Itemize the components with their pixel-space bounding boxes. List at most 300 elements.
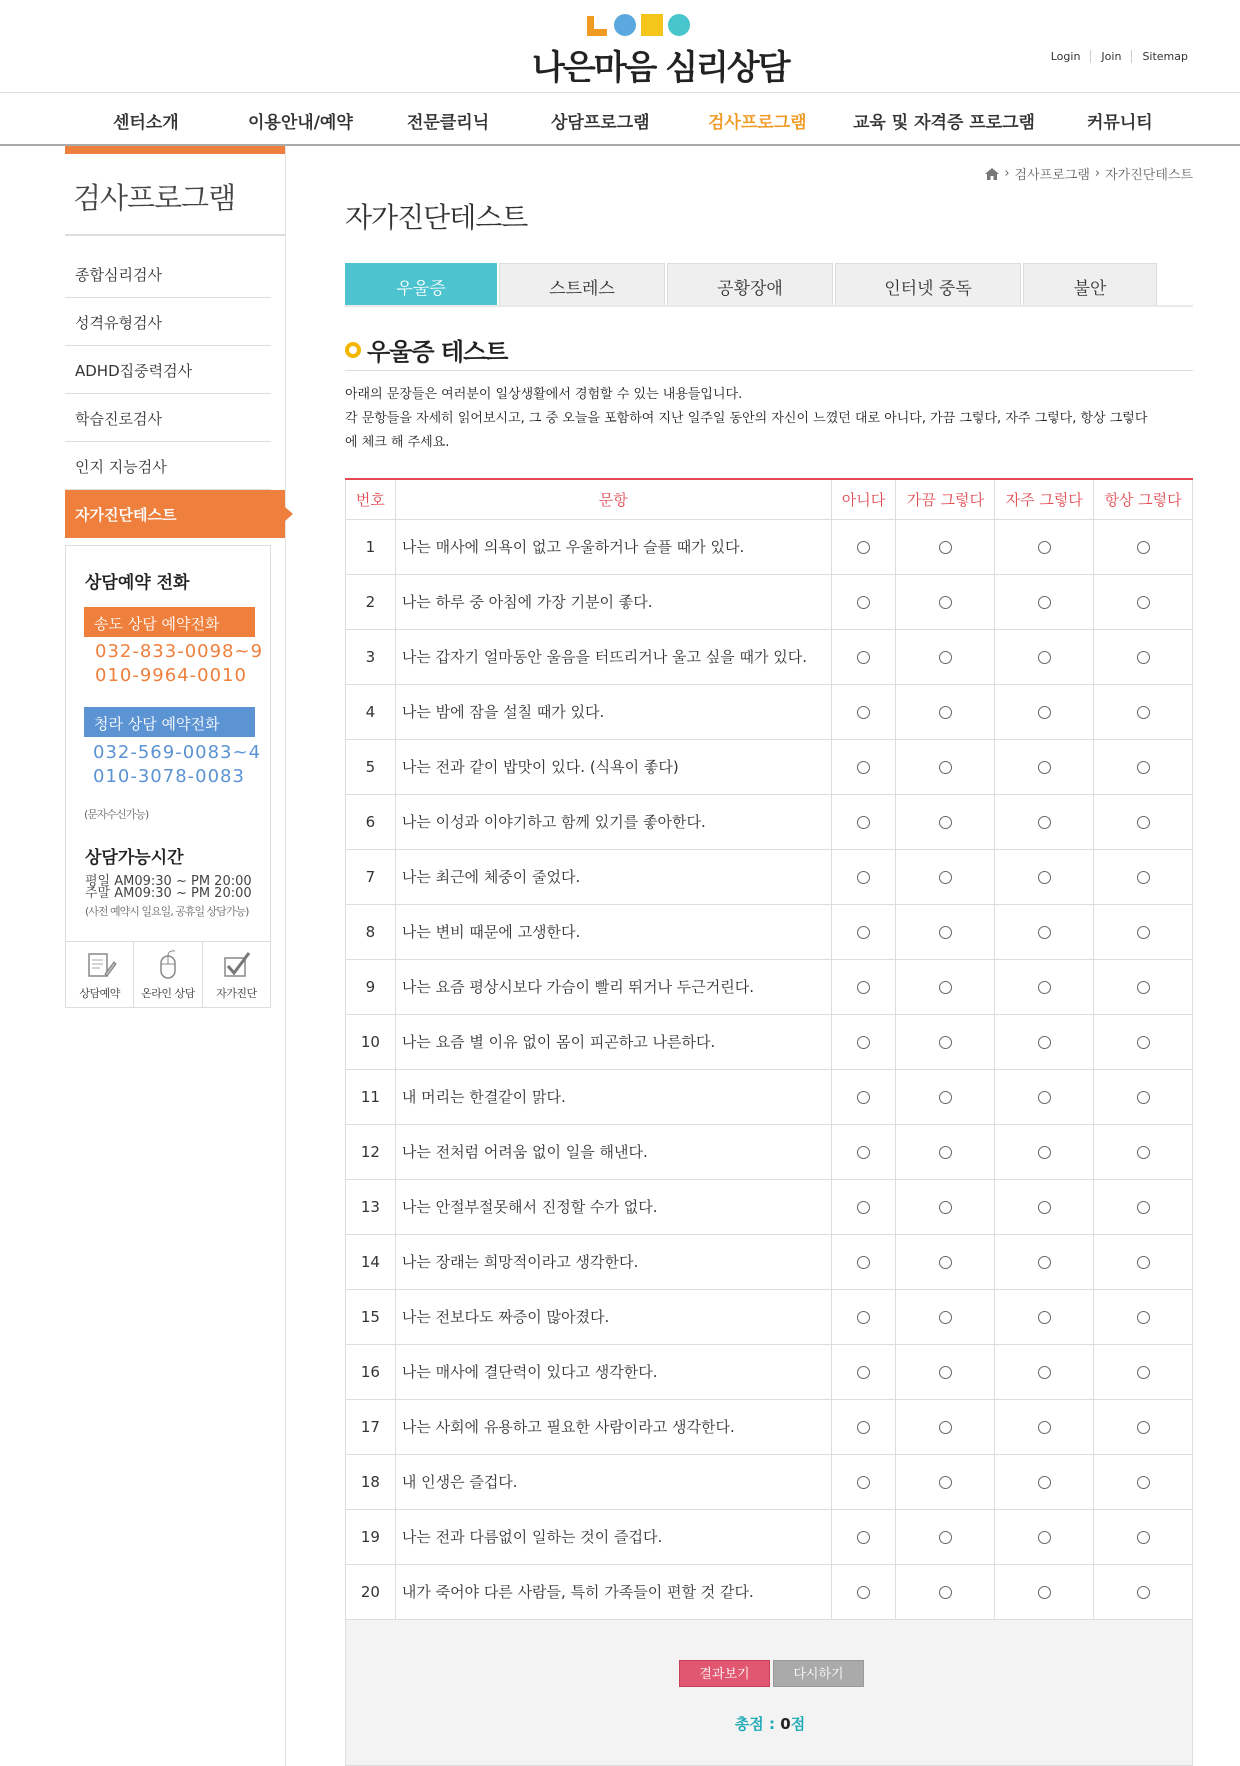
home-icon[interactable] [985,168,999,180]
tab-panic[interactable]: 공황장애 [667,263,833,305]
radio-often[interactable] [1038,541,1051,554]
option-cell [831,1454,896,1509]
radio-never[interactable] [857,1586,870,1599]
sidebar-title: 검사프로그램 [73,181,236,215]
question-number: 12 [346,1124,396,1179]
table-row [346,519,1193,574]
question-text: 내 인생은 즐겁다. [395,1454,831,1509]
radio-never[interactable] [857,926,870,939]
radio-never[interactable] [857,1531,870,1544]
radio-always[interactable] [1137,816,1150,829]
option-cell [831,739,896,794]
option-cell [1094,684,1193,739]
question-text: 나는 요즘 별 이유 없이 몸이 피곤하고 나른하다. [395,1014,831,1069]
sidebar-item-adhd[interactable] [65,346,271,394]
radio-sometimes[interactable] [939,1036,952,1049]
radio-always[interactable] [1137,1421,1150,1434]
radio-sometimes[interactable] [939,1366,952,1379]
radio-never[interactable] [857,1091,870,1104]
table-body [346,519,1193,1619]
checkbox-icon [219,950,253,980]
option-cell [896,904,995,959]
quick-links [66,941,270,1008]
option-cell [1094,1179,1193,1234]
cheongna-phone-1[interactable]: 032-569-0083~4 [93,742,262,763]
radio-never[interactable] [857,706,870,719]
option-cell [995,1124,1094,1179]
intro-line: 각 문항들을 자세히 읽어보시고, 그 중 오늘을 포함하여 지난 일주일 동안의 자신이 느꼈던 대로 아니다, 가끔 그렇다, 자주 그렇다, 항상 그렇다 [345,411,1148,426]
content-divider [285,146,286,1766]
table-row [346,959,1193,1014]
breadcrumb-separator: › [1004,166,1010,181]
radio-sometimes[interactable] [939,1421,952,1434]
nav-center-intro[interactable]: 센터소개 [113,113,179,133]
nav-counseling-program[interactable]: 상담프로그램 [551,113,650,133]
option-cell [995,1344,1094,1399]
option-cell [831,849,896,904]
option-cell [896,1564,995,1619]
quick-label: 상담예약 [79,987,120,1000]
question-text: 내 머리는 한결같이 맑다. [395,1069,831,1124]
radio-never[interactable] [857,1201,870,1214]
radio-sometimes[interactable] [939,761,952,774]
site-header [0,0,1240,146]
hours-weekend: 주말 AM09:30 ~ PM 20:00 [85,886,252,901]
radio-often[interactable] [1038,1091,1051,1104]
contact-box [65,545,271,1008]
radio-sometimes[interactable] [939,1256,952,1269]
radio-often[interactable] [1038,981,1051,994]
logo-text[interactable]: 나은마음 심리상담 [532,48,789,88]
radio-always[interactable] [1137,1476,1150,1489]
radio-always[interactable] [1137,1256,1150,1269]
option-cell [896,1179,995,1234]
option-cell [896,739,995,794]
tab-stress[interactable]: 스트레스 [499,263,665,305]
radio-always[interactable] [1137,1091,1150,1104]
question-text: 나는 전과 다름없이 일하는 것이 즐겁다. [395,1509,831,1564]
option-cell [896,1069,995,1124]
table-row [346,1564,1193,1619]
logo-blue-circle [614,14,636,36]
option-cell [831,794,896,849]
radio-often[interactable] [1038,1311,1051,1324]
radio-never[interactable] [857,1311,870,1324]
songdo-phone-1[interactable]: 032-833-0098~9 [95,641,264,662]
header-number: 번호 [346,479,396,519]
question-text: 나는 안절부절못해서 진정할 수가 없다. [395,1179,831,1234]
question-table [345,478,1193,1620]
option-cell [995,684,1094,739]
option-cell [1094,1399,1193,1454]
question-number: 11 [346,1069,396,1124]
reset-button[interactable]: 다시하기 [773,1660,864,1687]
table-row [346,1344,1193,1399]
radio-sometimes[interactable] [939,1586,952,1599]
option-cell [896,1124,995,1179]
sidebar-item-cognitive[interactable] [65,442,271,490]
radio-always[interactable] [1137,1586,1150,1599]
option-cell [831,1179,896,1234]
logo-teal-circle [668,14,690,36]
option-cell [995,849,1094,904]
radio-sometimes[interactable] [939,871,952,884]
question-text: 나는 전보다도 짜증이 많아졌다. [395,1289,831,1344]
header-question: 문항 [395,479,831,519]
question-number: 15 [346,1289,396,1344]
question-number: 4 [346,684,396,739]
sidebar-item-label: 학습진로검사 [75,410,162,428]
radio-often[interactable] [1038,761,1051,774]
radio-often[interactable] [1038,1421,1051,1434]
option-cell [995,574,1094,629]
quick-reservation[interactable] [66,942,134,1008]
option-cell [896,794,995,849]
songdo-phone-2[interactable]: 010-9964-0010 [95,665,247,686]
score-unit: 점 [790,1715,806,1733]
radio-always[interactable] [1137,871,1150,884]
tab-depression[interactable]: 우울증 [345,263,497,305]
sidebar-item-label: 인지 지능검사 [75,458,167,476]
login-link[interactable]: Login [1050,50,1081,63]
radio-always[interactable] [1137,981,1150,994]
test-tabs [345,263,1193,307]
radio-always[interactable] [1137,761,1150,774]
table-header-row [346,479,1193,519]
option-cell [1094,1069,1193,1124]
view-result-button[interactable]: 결과보기 [679,1660,770,1687]
question-text: 나는 변비 때문에 고생한다. [395,904,831,959]
radio-never[interactable] [857,871,870,884]
radio-always[interactable] [1137,541,1150,554]
tab-anxiety[interactable]: 불안 [1023,263,1157,305]
radio-sometimes[interactable] [939,1091,952,1104]
question-number: 14 [346,1234,396,1289]
question-text: 나는 밤에 잠을 설칠 때가 있다. [395,684,831,739]
question-text: 나는 전과 같이 밥맛이 있다. (식욕이 좋다) [395,739,831,794]
option-cell [831,574,896,629]
table-row [346,1179,1193,1234]
option-cell [995,739,1094,794]
nav-clinic[interactable]: 전문클리닉 [407,113,490,133]
radio-often[interactable] [1038,1201,1051,1214]
active-arrow-icon [285,507,293,521]
radio-often[interactable] [1038,1146,1051,1159]
table-row [346,684,1193,739]
option-cell [896,629,995,684]
radio-sometimes[interactable] [939,1531,952,1544]
question-text: 나는 갑자기 얼마동안 울음을 터뜨리거나 울고 싶을 때가 있다. [395,629,831,684]
radio-never[interactable] [857,1421,870,1434]
utility-links [1051,50,1188,63]
table-row [346,1289,1193,1344]
nav-community[interactable]: 커뮤니티 [1087,113,1153,133]
question-number: 16 [346,1344,396,1399]
radio-often[interactable] [1038,706,1051,719]
score-value: 0 [780,1715,791,1733]
radio-never[interactable] [857,651,870,664]
question-text: 나는 장래는 희망적이라고 생각한다. [395,1234,831,1289]
option-cell [1094,1124,1193,1179]
option-cell [896,1509,995,1564]
radio-always[interactable] [1137,1036,1150,1049]
tab-internet-addiction[interactable]: 인터넷 중독 [835,263,1021,305]
option-cell [995,1454,1094,1509]
radio-sometimes[interactable] [939,596,952,609]
cheongna-branch-label: 청라 상담 예약전화 [84,707,255,737]
radio-never[interactable] [857,1036,870,1049]
option-cell [831,684,896,739]
question-text: 내가 죽어야 다른 사람들, 특히 가족들이 편할 것 같다. [395,1564,831,1619]
question-number: 18 [346,1454,396,1509]
divider [65,234,285,236]
question-text: 나는 요즘 평상시보다 가슴이 빨리 뛰거나 두근거린다. [395,959,831,1014]
option-cell [995,1179,1094,1234]
nav-test-program[interactable]: 검사프로그램 [708,113,807,133]
option-cell [1094,629,1193,684]
option-cell [831,1014,896,1069]
option-cell [896,1344,995,1399]
option-cell [896,1289,995,1344]
option-cell [831,1399,896,1454]
option-cell [831,1509,896,1564]
question-number: 6 [346,794,396,849]
option-cell [1094,794,1193,849]
option-cell [995,1399,1094,1454]
option-cell [831,1344,896,1399]
main-nav [0,92,1240,146]
radio-always[interactable] [1137,596,1150,609]
radio-never[interactable] [857,816,870,829]
option-cell [995,1509,1094,1564]
option-cell [1094,904,1193,959]
radio-never[interactable] [857,1476,870,1489]
table-row [346,1399,1193,1454]
option-cell [995,1564,1094,1619]
option-cell [896,574,995,629]
section-title [345,332,507,367]
section-title-text: 우울증 테스트 [367,338,508,366]
question-number: 1 [346,519,396,574]
question-text: 나는 이성과 이야기하고 함께 있기를 좋아한다. [395,794,831,849]
table-row [346,1454,1193,1509]
header-often: 자주 그렇다 [995,479,1094,519]
option-cell [1094,1564,1193,1619]
radio-often[interactable] [1038,1476,1051,1489]
radio-never[interactable] [857,596,870,609]
option-cell [1094,1014,1193,1069]
join-link[interactable]: Join [1090,50,1121,63]
option-cell [831,904,896,959]
quick-online-counsel[interactable] [134,942,202,1008]
cheongna-phone-2[interactable]: 010-3078-0083 [93,766,245,787]
question-number: 17 [346,1399,396,1454]
radio-often[interactable] [1038,871,1051,884]
logo-yellow-square [641,14,663,36]
table-row [346,849,1193,904]
option-cell [995,1069,1094,1124]
table-row [346,574,1193,629]
question-text: 나는 매사에 의욕이 없고 우울하거나 슬플 때가 있다. [395,519,831,574]
option-cell [995,519,1094,574]
question-number: 13 [346,1179,396,1234]
radio-never[interactable] [857,1256,870,1269]
option-cell [995,1289,1094,1344]
question-text: 나는 매사에 결단력이 있다고 생각한다. [395,1344,831,1399]
option-cell [995,1014,1094,1069]
sidebar-item-label: 성격유형검사 [75,314,162,332]
radio-sometimes[interactable] [939,816,952,829]
sidebar-item-self-test[interactable] [65,490,285,538]
option-cell [995,629,1094,684]
option-cell [831,1124,896,1179]
radio-always[interactable] [1137,1366,1150,1379]
option-cell [896,849,995,904]
question-text: 나는 최근에 체중이 줄었다. [395,849,831,904]
option-cell [831,1289,896,1344]
radio-always[interactable] [1137,926,1150,939]
option-cell [896,1014,995,1069]
option-cell [896,1234,995,1289]
radio-sometimes[interactable] [939,926,952,939]
option-cell [995,1234,1094,1289]
songdo-branch-label: 송도 상담 예약전화 [84,607,255,637]
breadcrumb [985,164,1193,183]
table-row [346,904,1193,959]
option-cell [1094,1509,1193,1564]
option-cell [1094,1289,1193,1344]
option-cell [1094,1454,1193,1509]
radio-always[interactable] [1137,651,1150,664]
nav-education[interactable]: 교육 및 자격증 프로그램 [853,113,1035,133]
quick-label: 자가진단 [216,987,257,1000]
radio-often[interactable] [1038,1036,1051,1049]
option-cell [1094,1234,1193,1289]
radio-often[interactable] [1038,651,1051,664]
option-cell [831,1234,896,1289]
option-cell [896,959,995,1014]
breadcrumb-separator: › [1094,166,1101,181]
hours-title: 상담가능시간 [85,848,184,868]
table-row [346,794,1193,849]
radio-never[interactable] [857,761,870,774]
sidebar-item-label: ADHD집중력검사 [75,362,193,380]
radio-often[interactable] [1038,1586,1051,1599]
logo-mark[interactable] [587,14,691,38]
question-number: 5 [346,739,396,794]
radio-always[interactable] [1137,1311,1150,1324]
radio-always[interactable] [1137,706,1150,719]
option-cell [1094,849,1193,904]
option-cell [896,519,995,574]
radio-often[interactable] [1038,926,1051,939]
radio-often[interactable] [1038,1531,1051,1544]
hours-weekday: 평일 AM09:30 ~ PM 20:00 [85,874,252,889]
radio-sometimes[interactable] [939,541,952,554]
radio-never[interactable] [857,981,870,994]
header-never: 아니다 [831,479,896,519]
intro-line: 에 체크 해 주세요. [345,435,450,450]
result-area [345,1620,1193,1766]
table-row [346,1509,1193,1564]
table-row [346,1234,1193,1289]
quick-self-test[interactable] [203,942,270,1008]
option-cell [831,1564,896,1619]
header-always: 항상 그렇다 [1094,479,1193,519]
score-label: 총점 : [734,1715,781,1733]
question-number: 7 [346,849,396,904]
radio-sometimes[interactable] [939,1201,952,1214]
table-row [346,1124,1193,1179]
hours-note: (사전 예약시 일요일, 공휴일 상담가능) [85,905,249,918]
sitemap-link[interactable]: Sitemap [1131,50,1188,63]
radio-sometimes[interactable] [939,706,952,719]
total-score [346,1713,1194,1734]
sidebar-item-career[interactable] [65,394,271,442]
option-cell [831,1069,896,1124]
page-title: 자가진단테스트 [345,201,528,234]
question-number: 9 [346,959,396,1014]
radio-sometimes[interactable] [939,1476,952,1489]
option-cell [896,684,995,739]
radio-sometimes[interactable] [939,1146,952,1159]
table-row [346,1014,1193,1069]
radio-sometimes[interactable] [939,651,952,664]
radio-often[interactable] [1038,1366,1051,1379]
option-cell [995,904,1094,959]
radio-often[interactable] [1038,816,1051,829]
question-number: 3 [346,629,396,684]
quick-label: 온라인 상담 [141,987,195,1000]
contact-title: 상담예약 전화 [85,573,190,593]
radio-never[interactable] [857,1366,870,1379]
sidebar-item-label: 자가진단테스트 [75,506,177,524]
question-text: 나는 전처럼 어려움 없이 일을 해낸다. [395,1124,831,1179]
nav-usage-guide[interactable]: 이용안내/예약 [248,113,353,133]
question-number: 10 [346,1014,396,1069]
radio-often[interactable] [1038,1256,1051,1269]
radio-sometimes[interactable] [939,1311,952,1324]
option-cell [831,629,896,684]
option-cell [1094,739,1193,794]
option-cell [896,1399,995,1454]
question-text: 나는 사회에 유용하고 필요한 사람이라고 생각한다. [395,1399,831,1454]
option-cell [831,519,896,574]
header-sometimes: 가끔 그렇다 [896,479,995,519]
option-cell [1094,574,1193,629]
option-cell [995,794,1094,849]
radio-never[interactable] [857,541,870,554]
radio-never[interactable] [857,1146,870,1159]
option-cell [896,1454,995,1509]
logo-l-shape [587,16,607,36]
radio-always[interactable] [1137,1531,1150,1544]
question-number: 8 [346,904,396,959]
question-number: 2 [346,574,396,629]
sidebar-item-personality[interactable] [65,298,271,346]
radio-often[interactable] [1038,596,1051,609]
radio-sometimes[interactable] [939,981,952,994]
radio-always[interactable] [1137,1146,1150,1159]
question-text: 나는 하루 중 아침에 가장 기분이 좋다. [395,574,831,629]
radio-always[interactable] [1137,1201,1150,1214]
sidebar-item-comprehensive[interactable] [65,250,271,298]
sidebar-accent-bar [65,146,285,154]
breadcrumb-item[interactable]: 검사프로그램 [1014,168,1090,183]
intro-line: 아래의 문장들은 여러분이 일상생활에서 경험할 수 있는 내용들입니다. [345,387,743,402]
divider [345,370,1193,371]
sms-note: (문자수신가능) [84,808,149,821]
